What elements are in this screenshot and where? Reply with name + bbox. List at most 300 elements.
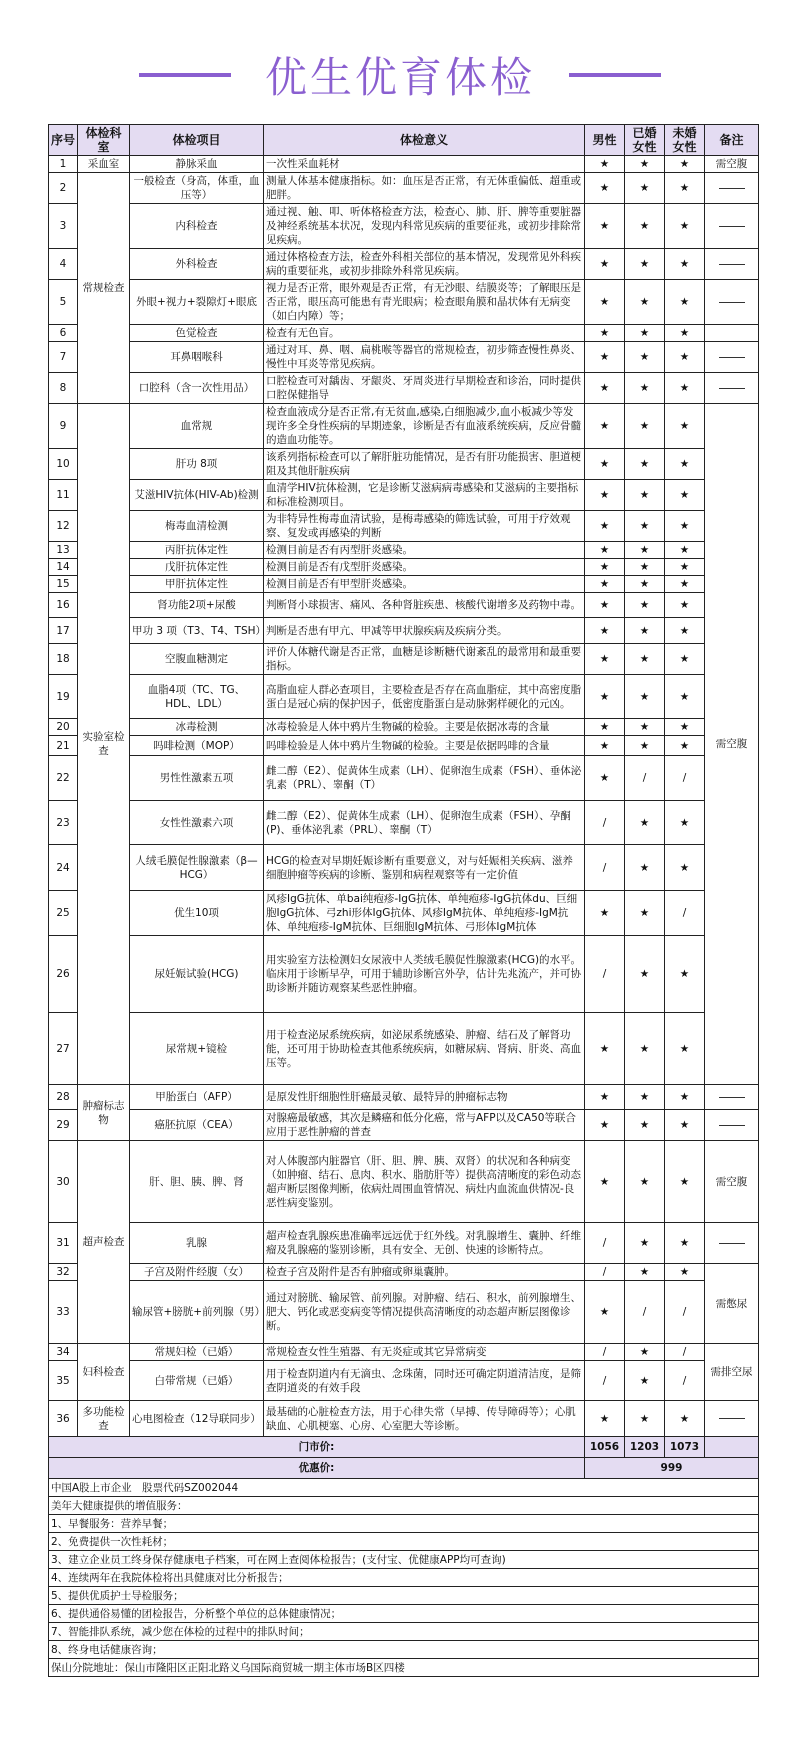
title-decoration-right: [569, 73, 661, 77]
item-meaning: HCG的检查对早期妊娠诊断有重要意义，对与妊娠相关疾病、滋养细胞肿瘤等疾病的诊断、鉴别和病程观察等有一定价值: [264, 845, 585, 891]
col-header-item: 体检项目: [130, 125, 264, 156]
male-mark: ★: [585, 542, 625, 559]
department-cell: 肿瘤标志物: [78, 1085, 130, 1141]
footer-line: 保山分院地址：保山市隆阳区正阳北路义乌国际商贸城一期主体市场B区四楼: [49, 1659, 759, 1677]
male-mark: ★: [585, 1110, 625, 1141]
note-cell: [705, 204, 759, 249]
table-row: [49, 249, 759, 280]
row-number: 34: [49, 1344, 78, 1361]
table-row: [49, 1264, 759, 1281]
note-cell: [705, 342, 759, 373]
row-number: 2: [49, 173, 78, 204]
male-mark: ★: [585, 1013, 625, 1085]
row-number: 6: [49, 325, 78, 342]
table-row: [49, 891, 759, 936]
unmarried-female-mark: ★: [665, 1264, 705, 1281]
item-meaning: 检查子宫及附件是否有肿瘤或卵巢囊肿。: [264, 1264, 585, 1281]
male-mark: ★: [585, 280, 625, 325]
married-female-mark: ★: [625, 618, 665, 644]
row-number: 35: [49, 1361, 78, 1401]
note-cell: [705, 156, 759, 173]
item-name: 耳鼻咽喉科: [130, 342, 264, 373]
item-name: 甲胎蛋白（AFP）: [130, 1085, 264, 1110]
male-mark: ★: [585, 449, 625, 480]
male-mark: ★: [585, 576, 625, 593]
table-row: [49, 1281, 759, 1344]
item-name: 血常规: [130, 404, 264, 449]
item-name: 冰毒检测: [130, 719, 264, 736]
unmarried-female-mark: ★: [665, 576, 705, 593]
male-mark: ★: [585, 644, 625, 675]
item-name: 空腹血糖测定: [130, 644, 264, 675]
table-row: [49, 204, 759, 249]
row-number: 20: [49, 719, 78, 736]
married-female-mark: ★: [625, 173, 665, 204]
item-name: 口腔科（含一次性用品）: [130, 373, 264, 404]
married-female-mark: ★: [625, 342, 665, 373]
male-mark: ★: [585, 173, 625, 204]
married-female-mark: ★: [625, 891, 665, 936]
male-mark: ★: [585, 891, 625, 936]
row-number: 21: [49, 736, 78, 756]
item-name: 输尿管+膀胱+前列腺（男）: [130, 1281, 264, 1344]
unmarried-female-mark: /: [665, 1344, 705, 1361]
item-name: 人绒毛膜促性腺激素（β—HCG）: [130, 845, 264, 891]
row-number: 9: [49, 404, 78, 449]
row-number: 23: [49, 801, 78, 845]
table-row: [49, 576, 759, 593]
unmarried-female-mark: ★: [665, 801, 705, 845]
unmarried-female-mark: /: [665, 891, 705, 936]
married-female-mark: ★: [625, 936, 665, 1013]
table-row: [49, 845, 759, 891]
unmarried-female-mark: ★: [665, 845, 705, 891]
item-name: 静脉采血: [130, 156, 264, 173]
department-cell: 常规检查: [78, 173, 130, 404]
item-name: 血脂4项（TC、TG、HDL、LDL）: [130, 675, 264, 719]
item-name: 男性性激素五项: [130, 756, 264, 801]
item-meaning: 用于检查泌尿系统疾病，如泌尿系统感染、肿瘤、结石及了解肾功能，还可用于协助检查其他系统疾病，如糖尿病、肾病、肝炎、高血压等。: [264, 1013, 585, 1085]
market-price-note: [705, 1437, 759, 1458]
row-number: 3: [49, 204, 78, 249]
dash-mark: [719, 302, 745, 303]
table-row: [49, 1013, 759, 1085]
unmarried-female-mark: ★: [665, 542, 705, 559]
note-cell: [705, 404, 759, 1085]
male-mark: ★: [585, 511, 625, 542]
row-number: 1: [49, 156, 78, 173]
row-number: 19: [49, 675, 78, 719]
item-name: 甲功 3 项（T3、T4、TSH）: [130, 618, 264, 644]
item-name: 一般检查（身高，体重，血压等）: [130, 173, 264, 204]
unmarried-female-mark: ★: [665, 480, 705, 511]
item-meaning: 为非特异性梅毒血清试验，是梅毒感染的筛选试验，可用于疗效观察、复发或再感染的判断: [264, 511, 585, 542]
row-number: 36: [49, 1401, 78, 1437]
unmarried-female-mark: ★: [665, 559, 705, 576]
col-header-male: 男性: [585, 125, 625, 156]
married-female-mark: ★: [625, 156, 665, 173]
row-number: 18: [49, 644, 78, 675]
footer-line: 4、连续两年在我院体检将出具健康对比分析报告；: [49, 1569, 759, 1587]
footer-row: [49, 1551, 759, 1569]
department-cell: 多功能检查: [78, 1401, 130, 1437]
male-mark: ★: [585, 756, 625, 801]
item-name: 尿妊娠试验(HCG): [130, 936, 264, 1013]
row-number: 29: [49, 1110, 78, 1141]
unmarried-female-mark: ★: [665, 373, 705, 404]
unmarried-female-mark: ★: [665, 736, 705, 756]
item-meaning: 雌二醇（E2）、促黄体生成素（LH）、促卵泡生成素（FSH）、孕酮(P)、垂体泌乳素（PRL）、睾酮（T）: [264, 801, 585, 845]
table-row: [49, 1085, 759, 1110]
male-mark: ★: [585, 404, 625, 449]
male-mark: /: [585, 801, 625, 845]
item-name: 外科检查: [130, 249, 264, 280]
table-row: [49, 736, 759, 756]
unmarried-female-mark: ★: [665, 404, 705, 449]
married-female-mark: ★: [625, 644, 665, 675]
table-row: [49, 936, 759, 1013]
married-female-mark: ★: [625, 449, 665, 480]
male-mark: /: [585, 1361, 625, 1401]
male-mark: /: [585, 845, 625, 891]
item-name: 肝功 8项: [130, 449, 264, 480]
married-female-mark: ★: [625, 1141, 665, 1223]
item-meaning: 判断是否患有甲亢、甲减等甲状腺疾病及疾病分类。: [264, 618, 585, 644]
table-row: [49, 1401, 759, 1437]
item-meaning: 口腔检查可对龋齿、牙龈炎、牙周炎进行早期检查和诊治，同时提供口腔保健指导: [264, 373, 585, 404]
item-name: 白带常规（已婚）: [130, 1361, 264, 1401]
item-meaning: 对腺癌最敏感，其次是鳞癌和低分化癌，常与AFP以及CA50等联合应用于恶性肿瘤的普查: [264, 1110, 585, 1141]
married-female-mark: ★: [625, 373, 665, 404]
married-female-mark: /: [625, 1281, 665, 1344]
unmarried-female-mark: ★: [665, 325, 705, 342]
married-female-mark: ★: [625, 249, 665, 280]
footer-row: [49, 1659, 759, 1677]
note-text: 需空腹: [715, 158, 748, 170]
item-meaning: 雌二醇（E2）、促黄体生成素（LH）、促卵泡生成素（FSH）、垂体泌乳素（PRL）、睾酮（T）: [264, 756, 585, 801]
table-row: [49, 756, 759, 801]
row-number: 13: [49, 542, 78, 559]
unmarried-female-mark: ★: [665, 511, 705, 542]
item-name: 常规妇检（已婚）: [130, 1344, 264, 1361]
note-cell: [705, 1264, 759, 1344]
footer-row: [49, 1497, 759, 1515]
table-row: [49, 511, 759, 542]
table-row: [49, 480, 759, 511]
row-number: 26: [49, 936, 78, 1013]
col-header-married: 已婚女性: [625, 125, 665, 156]
row-number: 10: [49, 449, 78, 480]
row-number: 12: [49, 511, 78, 542]
married-female-mark: ★: [625, 845, 665, 891]
item-meaning: 判断肾小球损害、痛风、各种肾脏疾患、核酸代谢增多及药物中毒。: [264, 593, 585, 618]
male-mark: ★: [585, 675, 625, 719]
unmarried-female-mark: ★: [665, 280, 705, 325]
unmarried-female-mark: /: [665, 1361, 705, 1401]
table-row: [49, 1361, 759, 1401]
department-cell: 超声检查: [78, 1141, 130, 1344]
row-number: 28: [49, 1085, 78, 1110]
unmarried-female-mark: ★: [665, 1085, 705, 1110]
row-number: 33: [49, 1281, 78, 1344]
department-cell: 采血室: [78, 156, 130, 173]
item-name: 内科检查: [130, 204, 264, 249]
row-number: 25: [49, 891, 78, 936]
male-mark: ★: [585, 325, 625, 342]
footer-row: [49, 1641, 759, 1659]
male-mark: /: [585, 1344, 625, 1361]
item-name: 心电图检查（12导联同步）: [130, 1401, 264, 1437]
married-female-mark: ★: [625, 736, 665, 756]
note-cell: [705, 1141, 759, 1223]
row-number: 32: [49, 1264, 78, 1281]
item-meaning: 该系列指标检查可以了解肝脏功能情况，是否有肝功能损害、胆道梗阻及其他肝脏疾病: [264, 449, 585, 480]
table-row: [49, 542, 759, 559]
item-meaning: 高脂血症人群必查项目，主要检查是否存在高血脂症，其中高密度脂蛋白是冠心病的保护因子，低密度脂蛋白是动脉粥样硬化的元凶。: [264, 675, 585, 719]
col-header-unmarried: 未婚女性: [665, 125, 705, 156]
row-number: 4: [49, 249, 78, 280]
married-female-mark: ★: [625, 404, 665, 449]
item-meaning: 用于检查阴道内有无滴虫、念珠菌，同时还可确定阴道清洁度，是筛查阴道炎的有效手段: [264, 1361, 585, 1401]
unmarried-female-mark: ★: [665, 675, 705, 719]
note-cell: [705, 325, 759, 342]
item-meaning: 检查血液成分是否正常,有无贫血,感染,白细胞减少,血小板减少等发现许多全身性疾病的早期迹象，诊断是否有血液系统疾病，反应骨髓的造血功能等。: [264, 404, 585, 449]
note-text: 需空腹: [715, 738, 748, 750]
married-female-mark: ★: [625, 280, 665, 325]
item-name: 梅毒血清检测: [130, 511, 264, 542]
married-female-mark: ★: [625, 511, 665, 542]
male-mark: ★: [585, 1401, 625, 1437]
table-row: [49, 675, 759, 719]
footer-row: [49, 1479, 759, 1497]
item-meaning: 对人体腹部内脏器官（肝、胆、脾、胰、双肾）的状况和各种病变（如肿瘤、结石、息肉、积水、脂肪肝等）提供高清晰度的彩色动态超声断层图像判断，依病灶周围血管情况、病灶内血流血供情况-良恶性病变鉴别。: [264, 1141, 585, 1223]
table-row: [49, 156, 759, 173]
footer-line: 2、免费提供一次性耗材；: [49, 1533, 759, 1551]
table-row: [49, 325, 759, 342]
table-row: [49, 1141, 759, 1223]
unmarried-female-mark: ★: [665, 936, 705, 1013]
col-header-meaning: 体检意义: [264, 125, 585, 156]
table-row: [49, 644, 759, 675]
footer-line: 中国A股上市企业 股票代码SZ002044: [49, 1479, 759, 1497]
item-name: 女性性激素六项: [130, 801, 264, 845]
item-meaning: 测量人体基本健康指标。如：血压是否正常，有无体重偏低、超重或肥胖。: [264, 173, 585, 204]
unmarried-female-mark: ★: [665, 1141, 705, 1223]
row-number: 22: [49, 756, 78, 801]
item-meaning: 风疹IgG抗体、单bai纯疱疹-IgG抗体、单纯疱疹-IgG抗体du、巨细胞IgG抗体、弓zhi形体IgG抗体、风疹IgM抗体、单纯疱疹-IgM抗体、单纯疱疹-IgM抗体、巨细胞IgM抗体、弓形体IgM抗体: [264, 891, 585, 936]
row-number: 11: [49, 480, 78, 511]
note-cell: [705, 1223, 759, 1264]
footer-row: [49, 1623, 759, 1641]
item-meaning: 检测目前是否有戊型肝炎感染。: [264, 559, 585, 576]
item-meaning: 评价人体糖代谢是否正常，血糖是诊断糖代谢紊乱的最常用和最重要指标。: [264, 644, 585, 675]
married-female-mark: ★: [625, 204, 665, 249]
item-name: 肾功能2项+尿酸: [130, 593, 264, 618]
item-meaning: 通过对耳、鼻、咽、扁桃喉等器官的常规检查，初步筛查慢性鼻炎、慢性中耳炎等常见疾病。: [264, 342, 585, 373]
male-mark: ★: [585, 559, 625, 576]
footer-row: [49, 1605, 759, 1623]
married-female-mark: ★: [625, 675, 665, 719]
note-text: 需空腹: [715, 1175, 748, 1188]
male-mark: ★: [585, 249, 625, 280]
item-meaning: 通过对膀胱、输尿管、前列腺。对肿瘤、结石、积水，前列腺增生、肥大、钙化或恶变病变等情况提供高清晰度的动态超声断层图像诊断。: [264, 1281, 585, 1344]
item-name: 肝、胆、胰、脾、肾: [130, 1141, 264, 1223]
married-female-mark: ★: [625, 559, 665, 576]
table-row: [49, 559, 759, 576]
note-cell: [705, 1344, 759, 1401]
note-cell: [705, 249, 759, 280]
footer-line: 3、建立企业员工终身保存健康电子档案，可在网上查阅体检报告；(支付宝、优健康APP均可查询): [49, 1551, 759, 1569]
married-female-mark: ★: [625, 1110, 665, 1141]
table-row: [49, 801, 759, 845]
market-price-unmarried: 1073: [665, 1437, 705, 1458]
item-meaning: 视力是否正常，眼外观是否正常，有无沙眼、结膜炎等；了解眼压是否正常，眼压高可能患有青光眼病；检查眼角膜和晶状体有无病变（如白内障）等；: [264, 280, 585, 325]
item-name: 艾滋HIV抗体(HIV-Ab)检测: [130, 480, 264, 511]
male-mark: ★: [585, 1281, 625, 1344]
male-mark: ★: [585, 618, 625, 644]
row-number: 30: [49, 1141, 78, 1223]
footer-line: 5、提供优质护士导检服务；: [49, 1587, 759, 1605]
unmarried-female-mark: ★: [665, 342, 705, 373]
note-cell: [705, 280, 759, 325]
male-mark: /: [585, 1223, 625, 1264]
unmarried-female-mark: ★: [665, 249, 705, 280]
note-cell: [705, 173, 759, 204]
item-name: 尿常规+镜检: [130, 1013, 264, 1085]
item-meaning: 最基础的心脏检查方法，用于心律失常（早搏、传导障碍等）；心肌缺血、心肌梗塞、心房、心室肥大等诊断。: [264, 1401, 585, 1437]
item-name: 甲肝抗体定性: [130, 576, 264, 593]
unmarried-female-mark: ★: [665, 204, 705, 249]
married-female-mark: ★: [625, 593, 665, 618]
male-mark: /: [585, 1264, 625, 1281]
row-number: 5: [49, 280, 78, 325]
note-cell: [705, 373, 759, 404]
dash-mark: [719, 357, 745, 358]
item-meaning: 通过视、触、叩、听体格检查方法，检查心、肺、肝、脾等重要脏器及神经系统基本状况，发现内科常见疾病的重要征兆，或初步排除常见疾病。: [264, 204, 585, 249]
table-row: [49, 373, 759, 404]
discount-price-row: [49, 1458, 759, 1479]
male-mark: ★: [585, 480, 625, 511]
item-meaning: 检测目前是否有丙型肝炎感染。: [264, 542, 585, 559]
item-meaning: 常规检查女性生殖器、有无炎症或其它异常病变: [264, 1344, 585, 1361]
unmarried-female-mark: ★: [665, 173, 705, 204]
item-name: 外眼+视力+裂隙灯+眼底: [130, 280, 264, 325]
unmarried-female-mark: ★: [665, 593, 705, 618]
married-female-mark: /: [625, 756, 665, 801]
dash-mark: [719, 1097, 745, 1098]
dash-mark: [719, 226, 745, 227]
row-number: 8: [49, 373, 78, 404]
table-row: [49, 280, 759, 325]
item-meaning: 一次性采血耗材: [264, 156, 585, 173]
table-row: [49, 719, 759, 736]
market-price-married: 1203: [625, 1437, 665, 1458]
married-female-mark: ★: [625, 1264, 665, 1281]
dash-mark: [719, 1418, 745, 1419]
footer-line: 7、智能排队系统，减少您在体检的过程中的排队时间；: [49, 1623, 759, 1641]
married-female-mark: ★: [625, 1361, 665, 1401]
unmarried-female-mark: ★: [665, 1223, 705, 1264]
item-name: 优生10项: [130, 891, 264, 936]
table-row: [49, 1223, 759, 1264]
table-row: [49, 618, 759, 644]
male-mark: ★: [585, 736, 625, 756]
dash-mark: [719, 388, 745, 389]
checkup-table: [48, 124, 759, 1677]
item-meaning: 吗啡检验是人体中鸦片生物碱的检验。主要是依据吗啡的含量: [264, 736, 585, 756]
unmarried-female-mark: /: [665, 1281, 705, 1344]
note-cell: [705, 1110, 759, 1141]
market-price-male: 1056: [585, 1437, 625, 1458]
male-mark: ★: [585, 593, 625, 618]
row-number: 27: [49, 1013, 78, 1085]
unmarried-female-mark: /: [665, 756, 705, 801]
item-meaning: 通过体格检查方法，检查外科相关部位的基本情况，发现常见外科疾病的重要征兆，或初步排除外科常见疾病。: [264, 249, 585, 280]
footer-row: [49, 1587, 759, 1605]
table-header: [49, 125, 759, 156]
table-row: [49, 1344, 759, 1361]
item-name: 戊肝抗体定性: [130, 559, 264, 576]
department-cell: 妇科检查: [78, 1344, 130, 1401]
married-female-mark: ★: [625, 542, 665, 559]
dash-mark: [719, 1243, 745, 1244]
male-mark: ★: [585, 156, 625, 173]
unmarried-female-mark: ★: [665, 1401, 705, 1437]
married-female-mark: ★: [625, 325, 665, 342]
note-text: 需排空尿: [710, 1366, 753, 1378]
item-meaning: 检测目前是否有甲型肝炎感染。: [264, 576, 585, 593]
row-number: 16: [49, 593, 78, 618]
unmarried-female-mark: ★: [665, 1013, 705, 1085]
col-header-note: 备注: [705, 125, 759, 156]
table-row: [49, 342, 759, 373]
discount-price-label: 优惠价:: [49, 1458, 585, 1479]
dash-mark: [719, 264, 745, 265]
discount-price-value: 999: [585, 1458, 759, 1479]
item-name: 癌胚抗原（CEA）: [130, 1110, 264, 1141]
married-female-mark: ★: [625, 576, 665, 593]
footer-row: [49, 1533, 759, 1551]
row-number: 7: [49, 342, 78, 373]
col-header-no: 序号: [49, 125, 78, 156]
title-decoration-left: [139, 73, 231, 77]
married-female-mark: ★: [625, 801, 665, 845]
male-mark: ★: [585, 373, 625, 404]
unmarried-female-mark: ★: [665, 644, 705, 675]
married-female-mark: ★: [625, 1085, 665, 1110]
male-mark: ★: [585, 1085, 625, 1110]
footer-row: [49, 1515, 759, 1533]
title-banner: [0, 40, 800, 110]
footer-line: 6、提供通俗易懂的团检报告，分析整个单位的总体健康情况；: [49, 1605, 759, 1623]
dash-mark: [719, 1125, 745, 1126]
footer-line: 美年大健康提供的增值服务：: [49, 1497, 759, 1515]
item-name: 丙肝抗体定性: [130, 542, 264, 559]
male-mark: ★: [585, 204, 625, 249]
footer-row: [49, 1569, 759, 1587]
page-title: 优生优育体检: [264, 53, 535, 102]
row-number: 15: [49, 576, 78, 593]
row-number: 14: [49, 559, 78, 576]
married-female-mark: ★: [625, 1344, 665, 1361]
item-name: 乳腺: [130, 1223, 264, 1264]
item-name: 子宫及附件经腹（女）: [130, 1264, 264, 1281]
department-cell: 实验室检查: [78, 404, 130, 1085]
item-meaning: 是原发性肝细胞性肝癌最灵敏、最特异的肿瘤标志物: [264, 1085, 585, 1110]
note-text: 需憋尿: [715, 1297, 748, 1310]
table-row: [49, 404, 759, 449]
item-meaning: 检查有无色盲。: [264, 325, 585, 342]
